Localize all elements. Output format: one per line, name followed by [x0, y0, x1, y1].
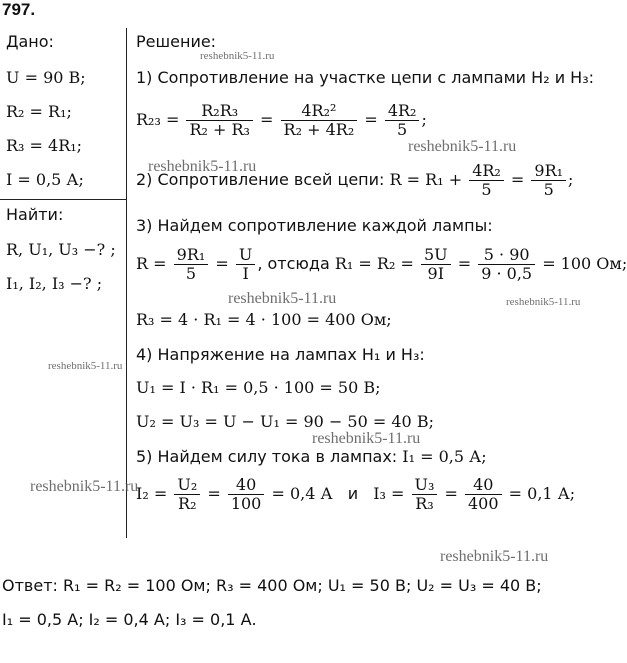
watermark: reshebnik5-11.ru [408, 138, 517, 155]
watermark: reshebnik5-11.ru [200, 50, 275, 62]
fraction: $\frac{40}{100}$ [228, 476, 265, 513]
find-title: Найти: [6, 205, 64, 224]
fraction: $\frac{\text{4R₂}}{5}$ [385, 102, 420, 139]
solution-title: Решение: [136, 32, 217, 51]
problem-number: 797. [2, 0, 36, 19]
r-eq-lhs: R = [136, 254, 167, 273]
r23-lhs: R₂₃ = [136, 110, 180, 129]
fraction: $\frac{\text{U₂}}{\text{R₂}}$ [174, 476, 200, 513]
step-5: 5) Найдем силу тока в лампах: [136, 447, 398, 466]
fraction: $\frac{40}{400}$ [465, 476, 502, 513]
watermark: reshebnik5-11.ru [506, 296, 581, 308]
answer-line-2: I₁ = 0,5 А; I₂ = 0,4 А; I₃ = 0,1 А. [2, 610, 257, 629]
given-title: Дано: [6, 32, 54, 51]
u2-line: U₂ = U₃ = U − U₁ = 90 − 50 = 40 В; [136, 412, 434, 431]
find-line: R, U₁, U₃ −? ; [6, 240, 116, 259]
u1-line: U₁ = I · R₁ = 0,5 · 100 = 50 В; [136, 378, 381, 397]
i2-lhs: I₂ = [136, 484, 168, 503]
fraction: $\frac{\text{U₃}}{\text{R₃}}$ [412, 476, 438, 513]
step-2: 2) Сопротивление всей цепи: [136, 170, 385, 189]
fraction: $\frac{\text{9R₁}}{5}$ [174, 246, 209, 283]
r-total-lhs: R = R₁ + [389, 170, 463, 189]
r1-result: = 100 Ом; [542, 254, 627, 273]
given-find-divider [0, 199, 127, 200]
fraction: $\frac{5U}{9I}$ [421, 246, 451, 283]
given-line: R₂ = R₁; [6, 102, 72, 121]
r-formula: R = $\frac{\text{9R₁}}{5}$ = $\frac{U}{I}$ , отсюда R₁ = R₂ = $\frac{5U}{9I}$ = $\frac{5 \cdot 90}{9 \cdot 0,5}$ = 100 Ом; [136, 245, 627, 283]
watermark: reshebnik5-11.ru [312, 430, 421, 447]
fraction: $\frac{5 \cdot 90}{9 \cdot 0,5}$ [478, 246, 535, 283]
given-line: I = 0,5 А; [6, 170, 84, 189]
watermark: reshebnik5-11.ru [440, 548, 549, 565]
i1-line: I₁ = 0,5 А; [402, 447, 487, 466]
watermark: reshebnik5-11.ru [30, 478, 139, 495]
fraction: $\frac{\text{4R₂²}}{\text{R₂ + 4R₂}}$ [281, 102, 358, 139]
answer-line-1: Ответ: R₁ = R₂ = 100 Ом; R₃ = 400 Ом; U₁ = 50 В; U₂ = U₃ = 40 В; [2, 576, 542, 595]
find-line: I₁, I₂, I₃ −? ; [6, 274, 103, 293]
step-5-line [136, 447, 487, 466]
fraction: $\frac{U}{I}$ [236, 246, 255, 283]
given-line: U = 90 В; [6, 68, 86, 87]
watermark: reshebnik5-11.ru [148, 158, 257, 175]
step-2-line: 2) Сопротивление всей цепи: R = R₁ + $\frac{\text{4R₂}}{5}$ = $\frac{\text{9R₁}}{5}$ ; [136, 161, 574, 199]
fraction: $\frac{\text{9R₁}}{5}$ [531, 162, 566, 199]
watermark: reshebnik5-11.ru [228, 290, 337, 307]
step-1: 1) Сопротивление на участке цепи с лампами H₂ и H₃: [136, 68, 595, 87]
i2-result: = 0,4 А [271, 484, 333, 503]
r3-line: R₃ = 4 · R₁ = 4 · 100 = 400 Ом; [136, 310, 392, 329]
step-3: 3) Найдем сопротивление каждой лампы: [136, 216, 493, 235]
and-word: и [347, 484, 359, 503]
watermark: reshebnik5-11.ru [48, 360, 123, 372]
r1-lhs: R₁ = R₂ = [334, 254, 414, 273]
fraction: $\frac{\text{R₂R₃}}{\text{R₂ + R₃}}$ [186, 102, 253, 139]
r23-formula: R₂₃ = $\frac{\text{R₂R₃}}{\text{R₂ + R₃}}$ = $\frac{\text{4R₂²}}{\text{R₂ + 4R₂}}$ = $\frac{\text{4R₂}}{5}$ ; [136, 101, 427, 139]
given-line: R₃ = 4R₁; [6, 136, 83, 155]
currents-formula: I₂ = $\frac{\text{U₂}}{\text{R₂}}$ = $\frac{40}{100}$ = 0,4 А и I₃ = $\frac{\text{U₃}}{\text{R₃}}$ = $\frac{40}{400}$ = 0,1 А; [136, 475, 576, 513]
i3-result: = 0,1 А; [508, 484, 576, 503]
step-3-mid: , отсюда [257, 254, 330, 273]
step-4: 4) Напряжение на лампах H₁ и H₃: [136, 345, 425, 364]
i3-lhs: I₃ = [373, 484, 405, 503]
fraction: $\frac{\text{4R₂}}{5}$ [469, 162, 504, 199]
column-divider [126, 28, 127, 538]
